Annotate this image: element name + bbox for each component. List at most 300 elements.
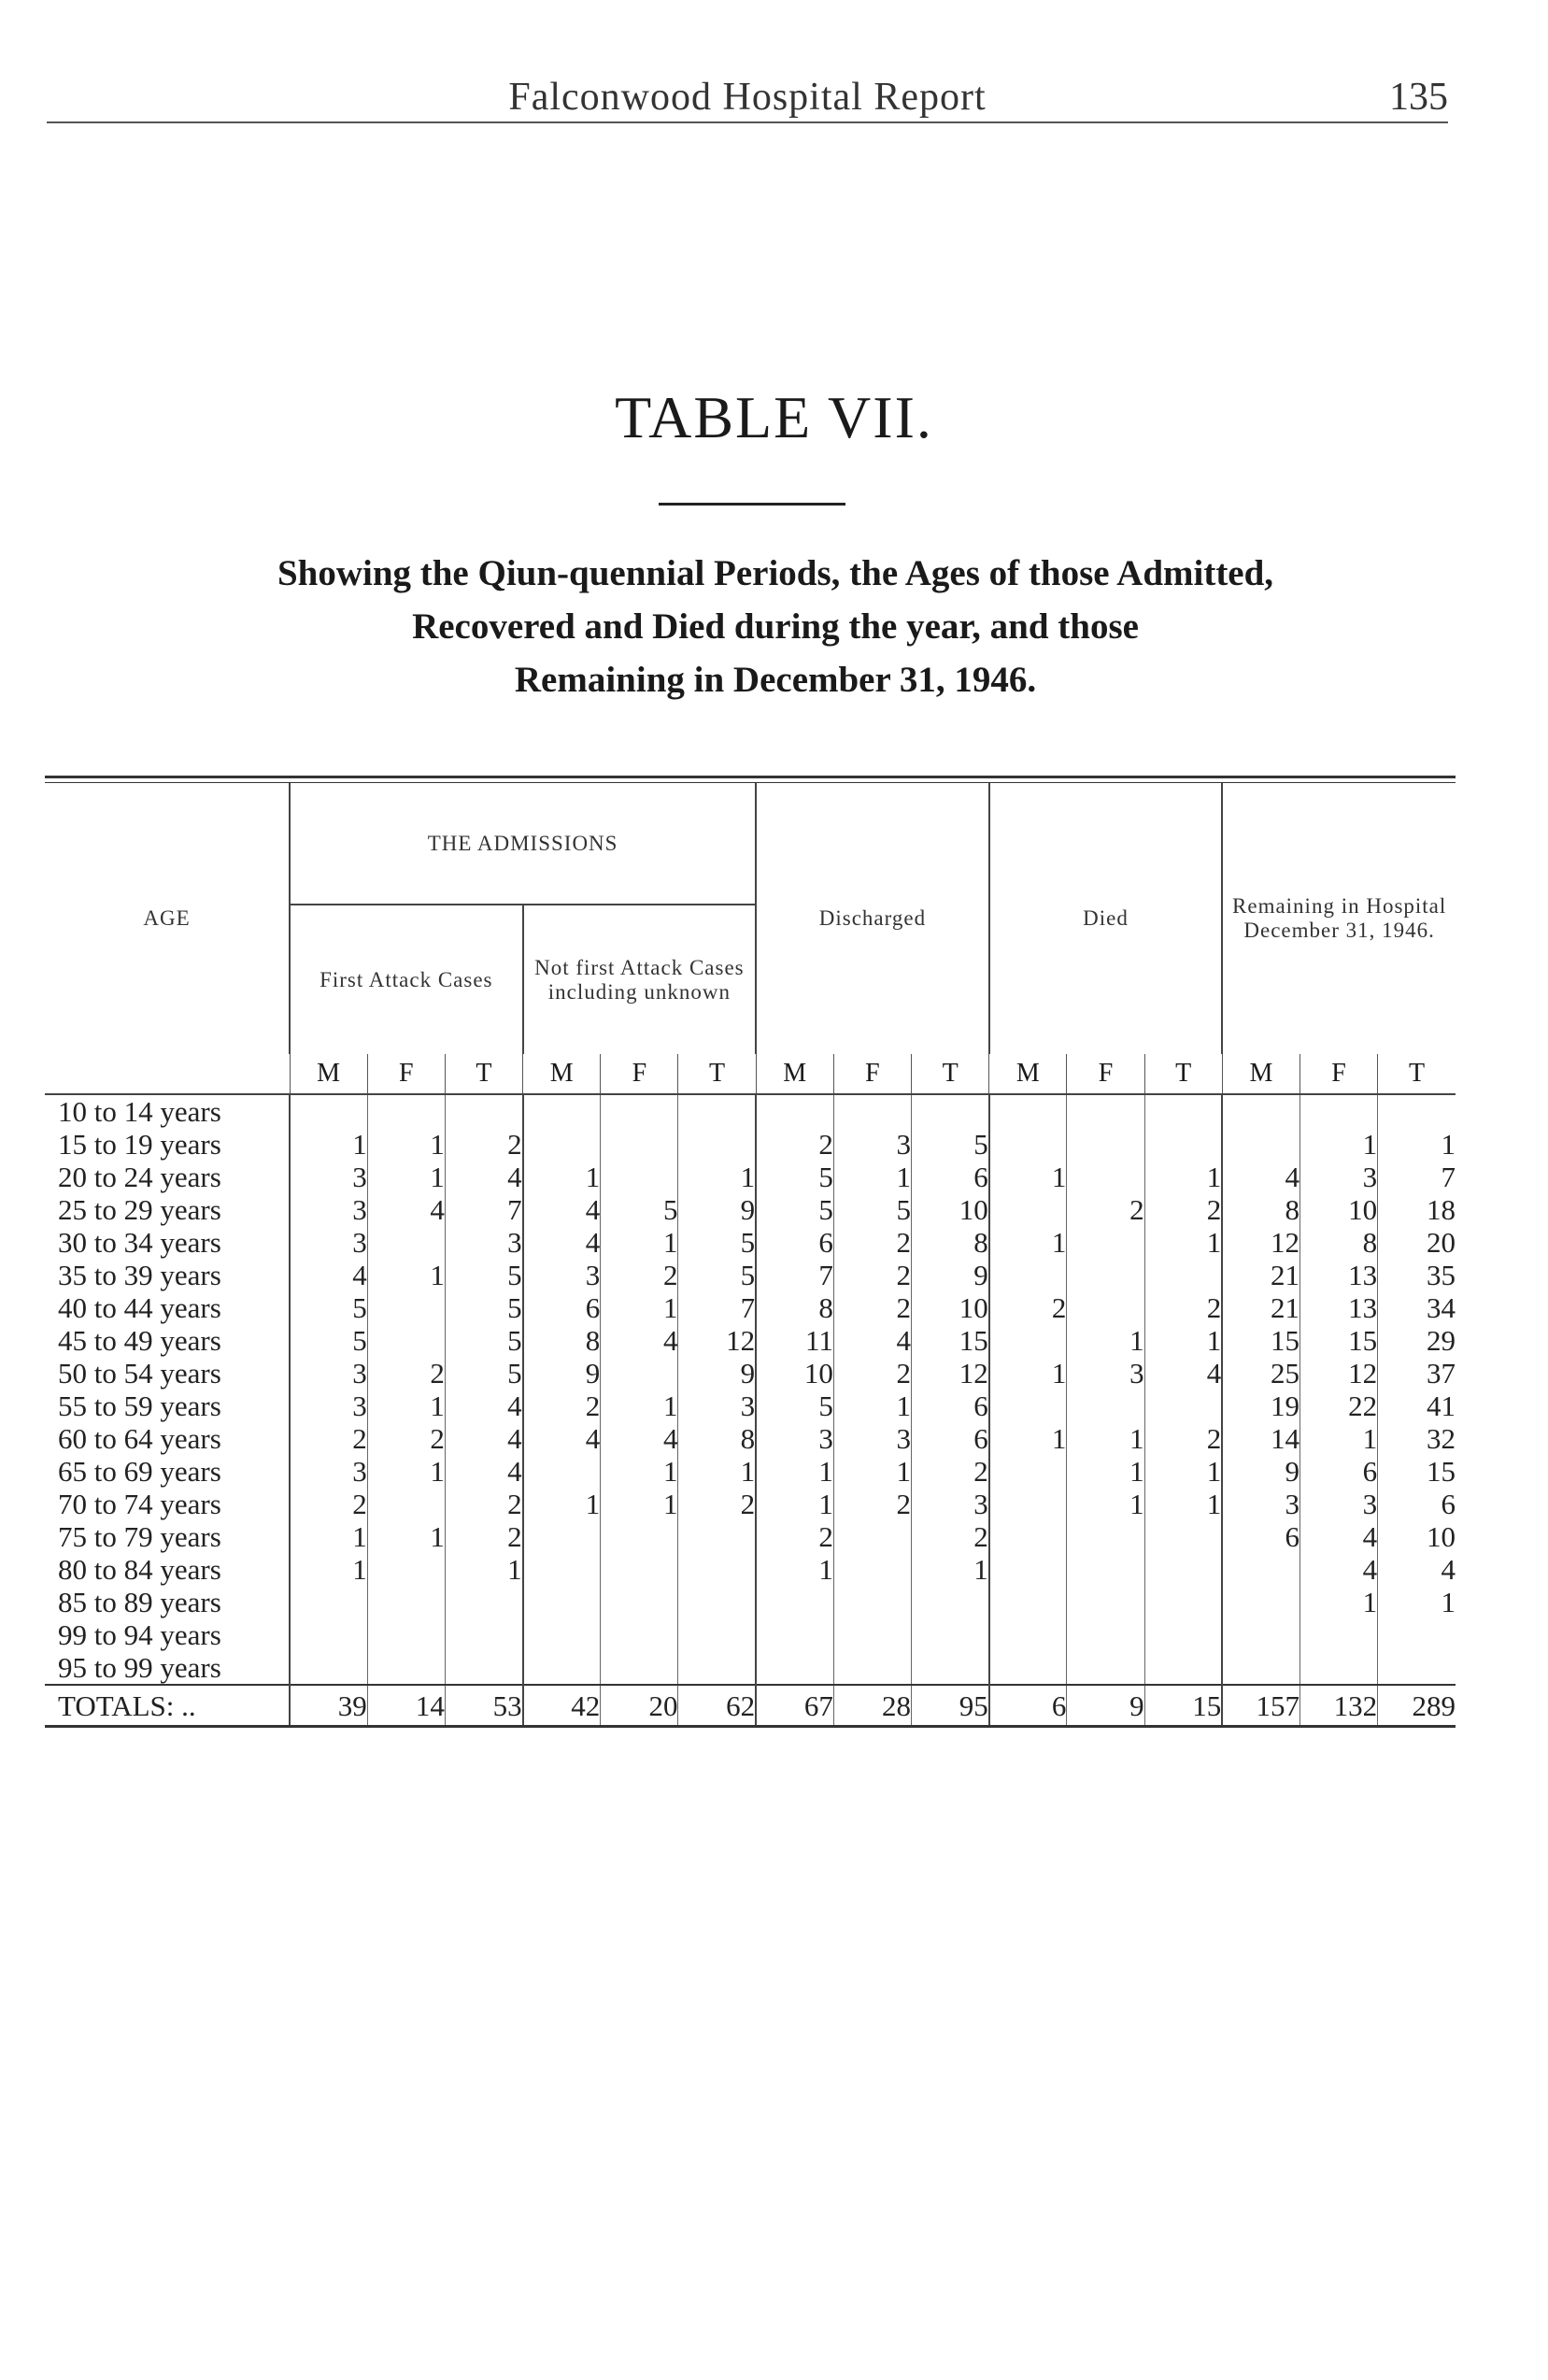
- value-cell: 4: [601, 1422, 678, 1455]
- caption-line: Remaining in December 31, 1946.: [514, 660, 1037, 700]
- subheader-t: T: [912, 1054, 989, 1094]
- value-cell: [1222, 1553, 1299, 1586]
- first-attack-header: First Attack Cases: [290, 905, 523, 1054]
- value-cell: [1067, 1226, 1144, 1259]
- value-cell: [445, 1651, 522, 1685]
- value-cell: 4: [445, 1455, 522, 1488]
- value-cell: 10: [1378, 1520, 1456, 1553]
- age-cell: 55 to 59 years: [58, 1390, 221, 1422]
- value-cell: 8: [912, 1226, 989, 1259]
- table-row: [45, 1488, 1456, 1520]
- value-cell: [523, 1094, 601, 1128]
- not-first-attack-header: Not first Attack Cases including unknown: [523, 905, 757, 1054]
- value-cell: [290, 1618, 367, 1651]
- value-cell: 3: [1299, 1488, 1377, 1520]
- value-cell: 3: [833, 1422, 911, 1455]
- value-cell: 289: [1378, 1685, 1456, 1727]
- value-cell: 1: [367, 1390, 445, 1422]
- value-cell: 1: [989, 1161, 1067, 1193]
- value-cell: 67: [756, 1685, 833, 1727]
- value-cell: 5: [833, 1193, 911, 1226]
- value-cell: 1: [601, 1488, 678, 1520]
- value-cell: 9: [678, 1357, 756, 1390]
- subheader-m: M: [756, 1054, 833, 1094]
- value-cell: 9: [1222, 1455, 1299, 1488]
- value-cell: 1: [367, 1128, 445, 1161]
- value-cell: 7: [756, 1259, 833, 1291]
- age-cell: 15 to 19 years: [58, 1128, 221, 1161]
- value-cell: 1: [523, 1488, 601, 1520]
- value-cell: 2: [1144, 1193, 1222, 1226]
- value-cell: [1299, 1618, 1377, 1651]
- value-cell: 5: [756, 1193, 833, 1226]
- value-cell: 4: [833, 1324, 911, 1357]
- value-cell: [1144, 1128, 1222, 1161]
- age-cell: 65 to 69 years: [58, 1455, 221, 1488]
- value-cell: 37: [1378, 1357, 1456, 1390]
- table-row: [45, 1094, 1456, 1128]
- value-cell: 1: [523, 1161, 601, 1193]
- page-number: 135: [1389, 76, 1448, 119]
- value-cell: [367, 1291, 445, 1324]
- value-cell: 53: [445, 1685, 522, 1727]
- value-cell: 5: [290, 1324, 367, 1357]
- value-cell: 132: [1299, 1685, 1377, 1727]
- value-cell: [445, 1586, 522, 1618]
- value-cell: 1: [912, 1553, 989, 1586]
- value-cell: 1: [756, 1455, 833, 1488]
- value-cell: [367, 1324, 445, 1357]
- value-cell: [756, 1586, 833, 1618]
- value-cell: 5: [601, 1193, 678, 1226]
- caption-line: Showing the Qiun-quennial Periods, the Ages of those Admitted,: [277, 553, 1274, 593]
- value-cell: [523, 1618, 601, 1651]
- value-cell: 15: [1378, 1455, 1456, 1488]
- value-cell: 2: [756, 1520, 833, 1553]
- value-cell: 10: [912, 1291, 989, 1324]
- value-cell: [912, 1651, 989, 1685]
- age-cell: 35 to 39 years: [58, 1259, 221, 1291]
- value-cell: 1: [367, 1161, 445, 1193]
- value-cell: 2: [1144, 1291, 1222, 1324]
- value-cell: 28: [833, 1685, 911, 1727]
- value-cell: [678, 1618, 756, 1651]
- table-body: [45, 1094, 1456, 1727]
- value-cell: 3: [1067, 1357, 1144, 1390]
- value-cell: 35: [1378, 1259, 1456, 1291]
- discharged-header: Discharged: [756, 783, 989, 1054]
- value-cell: 2: [833, 1357, 911, 1390]
- value-cell: 8: [1222, 1193, 1299, 1226]
- value-cell: [756, 1618, 833, 1651]
- table-row: [45, 1291, 1456, 1324]
- value-cell: 2: [833, 1291, 911, 1324]
- value-cell: 12: [1222, 1226, 1299, 1259]
- table-row: [45, 1586, 1456, 1618]
- value-cell: 6: [756, 1226, 833, 1259]
- value-cell: 34: [1378, 1291, 1456, 1324]
- table-row: [45, 1618, 1456, 1651]
- value-cell: [989, 1128, 1067, 1161]
- value-cell: 39: [290, 1685, 367, 1727]
- value-cell: 1: [367, 1259, 445, 1291]
- value-cell: 1: [833, 1390, 911, 1422]
- subheader-m: M: [290, 1054, 367, 1094]
- value-cell: 3: [290, 1193, 367, 1226]
- value-cell: [601, 1094, 678, 1128]
- value-cell: [1067, 1586, 1144, 1618]
- age-cell: 50 to 54 years: [58, 1357, 221, 1390]
- value-cell: [912, 1618, 989, 1651]
- age-cell: 20 to 24 years: [58, 1161, 221, 1193]
- value-cell: 3: [756, 1422, 833, 1455]
- value-cell: 4: [523, 1193, 601, 1226]
- value-cell: 3: [912, 1488, 989, 1520]
- table-row: [45, 1357, 1456, 1390]
- value-cell: [1067, 1553, 1144, 1586]
- value-cell: 1: [1144, 1324, 1222, 1357]
- value-cell: [601, 1651, 678, 1685]
- subheader-f: F: [833, 1054, 911, 1094]
- age-cell: 60 to 64 years: [58, 1422, 221, 1455]
- value-cell: 1: [1067, 1455, 1144, 1488]
- value-cell: 2: [445, 1128, 522, 1161]
- value-cell: [833, 1094, 911, 1128]
- age-cell: 70 to 74 years: [58, 1488, 221, 1520]
- table-row: [45, 1193, 1456, 1226]
- value-cell: [989, 1520, 1067, 1553]
- value-cell: [290, 1586, 367, 1618]
- value-cell: 11: [756, 1324, 833, 1357]
- value-cell: 4: [1144, 1357, 1222, 1390]
- totals-label: TOTALS: ..: [45, 1685, 290, 1727]
- table-row: [45, 1259, 1456, 1291]
- value-cell: 5: [445, 1259, 522, 1291]
- value-cell: [523, 1553, 601, 1586]
- value-cell: 3: [290, 1161, 367, 1193]
- value-cell: 2: [833, 1226, 911, 1259]
- value-cell: 1: [833, 1455, 911, 1488]
- value-cell: 6: [1299, 1455, 1377, 1488]
- value-cell: 1: [678, 1455, 756, 1488]
- value-cell: [1378, 1618, 1456, 1651]
- value-cell: 1: [1144, 1226, 1222, 1259]
- value-cell: [756, 1651, 833, 1685]
- value-cell: 1: [367, 1520, 445, 1553]
- value-cell: 3: [1222, 1488, 1299, 1520]
- age-cell: 30 to 34 years: [58, 1226, 221, 1259]
- table-row: [45, 1324, 1456, 1357]
- value-cell: 1: [1144, 1161, 1222, 1193]
- table-top-rule: [45, 776, 1456, 778]
- value-cell: [1144, 1094, 1222, 1128]
- subheader-m: M: [523, 1054, 601, 1094]
- value-cell: 12: [678, 1324, 756, 1357]
- value-cell: 3: [833, 1128, 911, 1161]
- value-cell: [1144, 1586, 1222, 1618]
- value-cell: [601, 1128, 678, 1161]
- value-cell: 2: [445, 1520, 522, 1553]
- value-cell: 1: [989, 1226, 1067, 1259]
- value-cell: 21: [1222, 1259, 1299, 1291]
- subheader-t: T: [1144, 1054, 1222, 1094]
- value-cell: 1: [445, 1553, 522, 1586]
- value-cell: [1378, 1094, 1456, 1128]
- age-cell: 99 to 94 years: [58, 1618, 221, 1651]
- value-cell: 157: [1222, 1685, 1299, 1727]
- value-cell: 9: [912, 1259, 989, 1291]
- value-cell: 3: [1299, 1161, 1377, 1193]
- totals-row: [45, 1685, 1456, 1727]
- value-cell: 13: [1299, 1291, 1377, 1324]
- table-row: [45, 1161, 1456, 1193]
- value-cell: [601, 1586, 678, 1618]
- value-cell: 3: [445, 1226, 522, 1259]
- value-cell: 8: [756, 1291, 833, 1324]
- value-cell: 14: [367, 1685, 445, 1727]
- value-cell: 5: [912, 1128, 989, 1161]
- value-cell: [601, 1520, 678, 1553]
- value-cell: 1: [756, 1553, 833, 1586]
- value-cell: 19: [1222, 1390, 1299, 1422]
- value-cell: [367, 1488, 445, 1520]
- value-cell: 7: [1378, 1161, 1456, 1193]
- value-cell: [833, 1553, 911, 1586]
- value-cell: 1: [1067, 1324, 1144, 1357]
- value-cell: 5: [290, 1291, 367, 1324]
- value-cell: [989, 1586, 1067, 1618]
- remaining-header: Remaining in Hospital December 31, 1946.: [1222, 783, 1456, 1054]
- value-cell: 5: [678, 1226, 756, 1259]
- value-cell: 6: [912, 1422, 989, 1455]
- value-cell: 1: [290, 1128, 367, 1161]
- value-cell: [523, 1520, 601, 1553]
- value-cell: 2: [756, 1128, 833, 1161]
- table-row: [45, 1422, 1456, 1455]
- value-cell: [367, 1618, 445, 1651]
- value-cell: 6: [1222, 1520, 1299, 1553]
- subheader-t: T: [445, 1054, 522, 1094]
- value-cell: 1: [1378, 1128, 1456, 1161]
- age-cell: 95 to 99 years: [58, 1651, 221, 1684]
- value-cell: [290, 1651, 367, 1685]
- value-cell: 4: [445, 1161, 522, 1193]
- age-cell: 80 to 84 years: [58, 1553, 221, 1586]
- value-cell: [678, 1651, 756, 1685]
- value-cell: 3: [678, 1390, 756, 1422]
- value-cell: 6: [989, 1685, 1067, 1727]
- value-cell: 42: [523, 1685, 601, 1727]
- value-cell: 8: [523, 1324, 601, 1357]
- value-cell: 32: [1378, 1422, 1456, 1455]
- value-cell: [989, 1259, 1067, 1291]
- value-cell: [1067, 1651, 1144, 1685]
- value-cell: 8: [678, 1422, 756, 1455]
- value-cell: [1222, 1094, 1299, 1128]
- value-cell: 2: [367, 1422, 445, 1455]
- value-cell: 15: [1144, 1685, 1222, 1727]
- value-cell: [1067, 1618, 1144, 1651]
- age-cell: 75 to 79 years: [58, 1520, 221, 1553]
- value-cell: 2: [678, 1488, 756, 1520]
- value-cell: [1299, 1094, 1377, 1128]
- value-cell: 29: [1378, 1324, 1456, 1357]
- value-cell: 21: [1222, 1291, 1299, 1324]
- value-cell: 1: [1067, 1488, 1144, 1520]
- value-cell: [523, 1651, 601, 1685]
- value-cell: [1067, 1259, 1144, 1291]
- age-cell: 10 to 14 years: [58, 1095, 221, 1128]
- value-cell: 1: [290, 1553, 367, 1586]
- value-cell: [1067, 1520, 1144, 1553]
- value-cell: 1: [1144, 1455, 1222, 1488]
- value-cell: 1: [601, 1390, 678, 1422]
- age-cell: 25 to 29 years: [58, 1193, 221, 1226]
- value-cell: [601, 1618, 678, 1651]
- value-cell: 25: [1222, 1357, 1299, 1390]
- value-cell: 1: [1299, 1422, 1377, 1455]
- table-row: [45, 1390, 1456, 1422]
- died-header: Died: [989, 783, 1223, 1054]
- table-title: TABLE VII.: [615, 384, 933, 450]
- value-cell: 2: [833, 1259, 911, 1291]
- value-cell: 1: [601, 1291, 678, 1324]
- value-cell: [912, 1094, 989, 1128]
- value-cell: [989, 1455, 1067, 1488]
- value-cell: [678, 1520, 756, 1553]
- value-cell: 1: [1378, 1586, 1456, 1618]
- value-cell: 18: [1378, 1193, 1456, 1226]
- value-cell: [1222, 1128, 1299, 1161]
- value-cell: 15: [1222, 1324, 1299, 1357]
- value-cell: 2: [1067, 1193, 1144, 1226]
- value-cell: [367, 1651, 445, 1685]
- value-cell: [678, 1128, 756, 1161]
- table-row: [45, 1651, 1456, 1685]
- value-cell: 9: [678, 1193, 756, 1226]
- value-cell: [601, 1161, 678, 1193]
- value-cell: 15: [912, 1324, 989, 1357]
- value-cell: [989, 1651, 1067, 1685]
- value-cell: [601, 1553, 678, 1586]
- age-cell: 85 to 89 years: [58, 1586, 221, 1618]
- value-cell: 2: [601, 1259, 678, 1291]
- value-cell: 95: [912, 1685, 989, 1727]
- value-cell: 10: [1299, 1193, 1377, 1226]
- value-cell: 4: [445, 1390, 522, 1422]
- table-row: [45, 1553, 1456, 1586]
- caption-line: Recovered and Died during the year, and those: [412, 606, 1139, 647]
- age-cell: 40 to 44 years: [58, 1291, 221, 1324]
- value-cell: 6: [912, 1161, 989, 1193]
- value-cell: [1299, 1651, 1377, 1685]
- value-cell: [989, 1193, 1067, 1226]
- value-cell: 1: [989, 1357, 1067, 1390]
- value-cell: 2: [290, 1488, 367, 1520]
- statistics-table-wrapper: [45, 776, 1456, 1728]
- value-cell: 1: [367, 1455, 445, 1488]
- value-cell: [678, 1553, 756, 1586]
- value-cell: [989, 1324, 1067, 1357]
- value-cell: 20: [601, 1685, 678, 1727]
- value-cell: 2: [367, 1357, 445, 1390]
- subheader-row: [45, 1054, 1456, 1094]
- value-cell: 3: [523, 1259, 601, 1291]
- value-cell: [1144, 1618, 1222, 1651]
- value-cell: 4: [1299, 1520, 1377, 1553]
- value-cell: 1: [833, 1161, 911, 1193]
- value-cell: [678, 1586, 756, 1618]
- value-cell: [833, 1586, 911, 1618]
- table-row: [45, 1128, 1456, 1161]
- value-cell: [1378, 1651, 1456, 1685]
- value-cell: 5: [756, 1390, 833, 1422]
- value-cell: 6: [523, 1291, 601, 1324]
- value-cell: [367, 1094, 445, 1128]
- table-row: [45, 1455, 1456, 1488]
- value-cell: 1: [756, 1488, 833, 1520]
- value-cell: [523, 1128, 601, 1161]
- value-cell: 4: [601, 1324, 678, 1357]
- subheader-m: M: [989, 1054, 1067, 1094]
- value-cell: 4: [1222, 1161, 1299, 1193]
- value-cell: [678, 1094, 756, 1128]
- value-cell: 4: [523, 1226, 601, 1259]
- value-cell: 4: [1299, 1553, 1377, 1586]
- table-row: [45, 1226, 1456, 1259]
- value-cell: 20: [1378, 1226, 1456, 1259]
- value-cell: 2: [1144, 1422, 1222, 1455]
- value-cell: [1067, 1291, 1144, 1324]
- value-cell: [989, 1488, 1067, 1520]
- value-cell: 2: [290, 1422, 367, 1455]
- value-cell: [989, 1553, 1067, 1586]
- value-cell: [1067, 1390, 1144, 1422]
- value-cell: 62: [678, 1685, 756, 1727]
- value-cell: [1144, 1651, 1222, 1685]
- value-cell: 10: [912, 1193, 989, 1226]
- value-cell: [445, 1094, 522, 1128]
- value-cell: 15: [1299, 1324, 1377, 1357]
- value-cell: [523, 1455, 601, 1488]
- value-cell: 9: [1067, 1685, 1144, 1727]
- value-cell: [912, 1586, 989, 1618]
- value-cell: 12: [912, 1357, 989, 1390]
- value-cell: [1144, 1553, 1222, 1586]
- value-cell: 1: [1144, 1488, 1222, 1520]
- age-header: AGE: [143, 906, 191, 930]
- value-cell: 14: [1222, 1422, 1299, 1455]
- value-cell: 1: [1299, 1586, 1377, 1618]
- subheader-f: F: [1299, 1054, 1377, 1094]
- value-cell: [523, 1586, 601, 1618]
- value-cell: [290, 1094, 367, 1128]
- value-cell: [989, 1618, 1067, 1651]
- value-cell: 4: [523, 1422, 601, 1455]
- value-cell: 1: [678, 1161, 756, 1193]
- value-cell: 41: [1378, 1390, 1456, 1422]
- subheader-t: T: [1378, 1054, 1456, 1094]
- value-cell: 6: [912, 1390, 989, 1422]
- subheader-f: F: [601, 1054, 678, 1094]
- value-cell: 2: [912, 1520, 989, 1553]
- subheader-m: M: [1222, 1054, 1299, 1094]
- value-cell: 3: [290, 1357, 367, 1390]
- value-cell: 1: [989, 1422, 1067, 1455]
- title-rule: [659, 503, 845, 506]
- subheader-f: F: [1067, 1054, 1144, 1094]
- value-cell: [367, 1586, 445, 1618]
